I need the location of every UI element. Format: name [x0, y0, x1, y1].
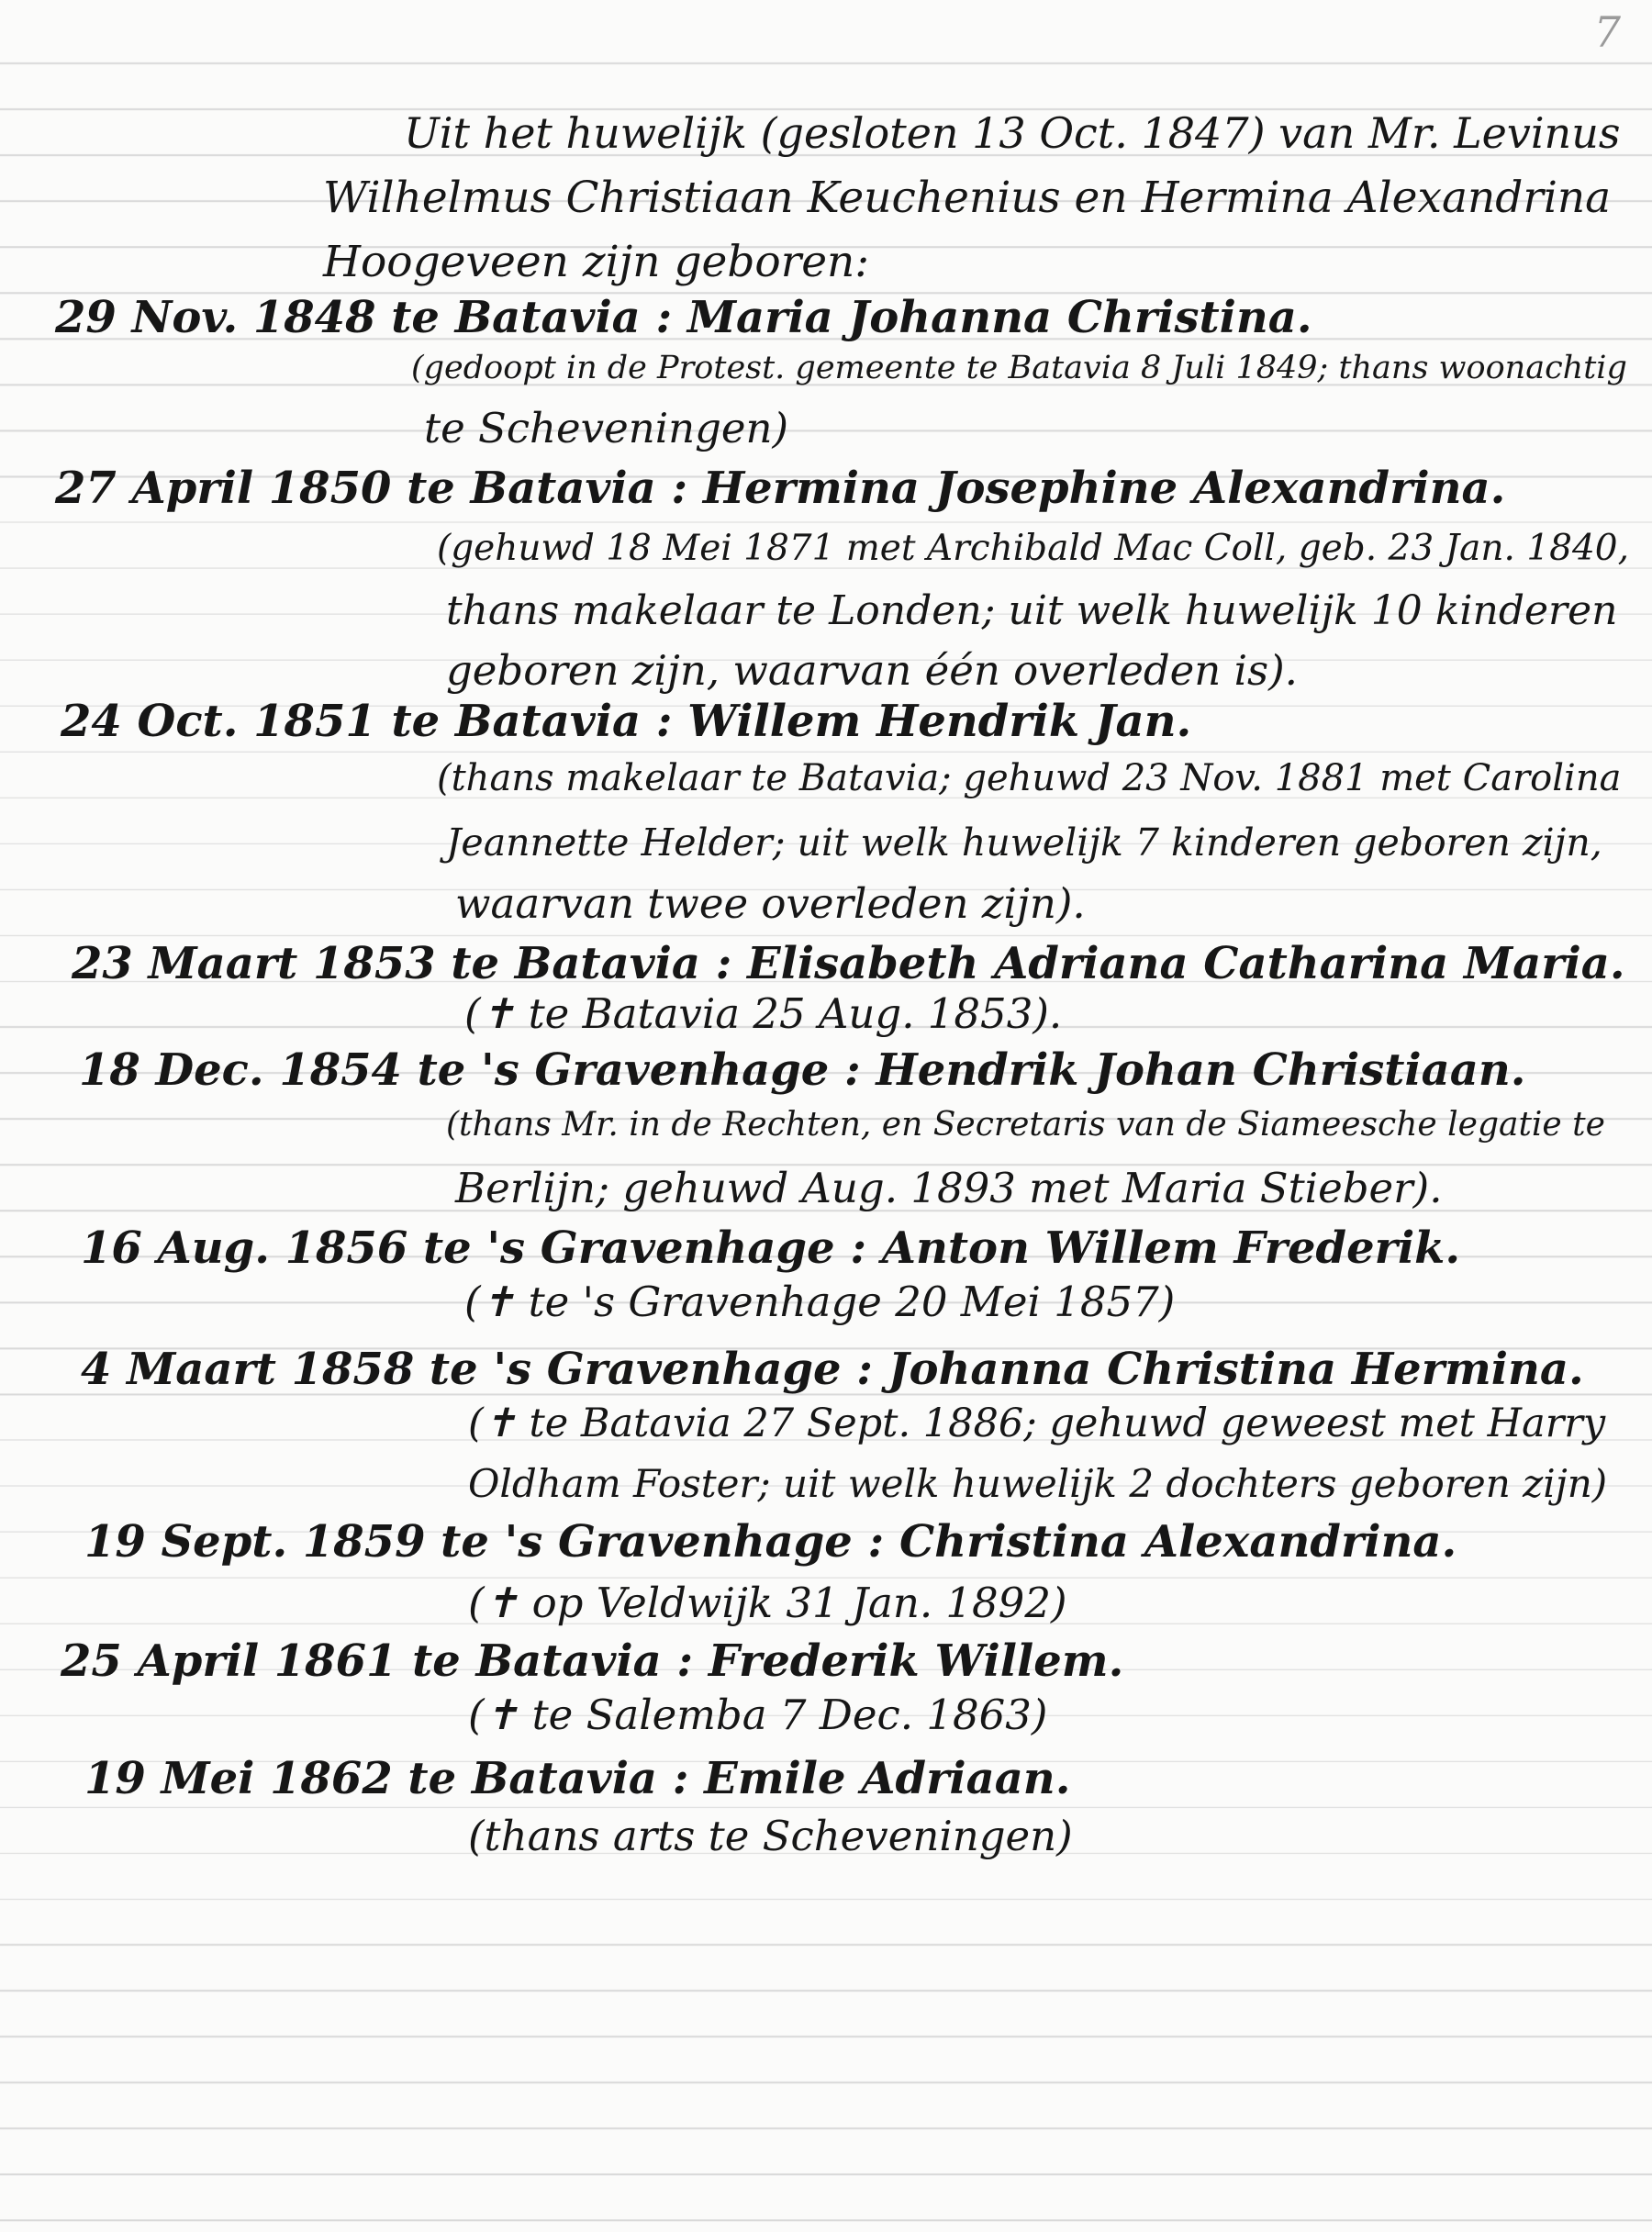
birth-entry: 18 Dec. 1854 te 's Gravenhage : Hendrik Johan Christiaan.	[79, 1044, 1526, 1096]
birth-entry: 29 Nov. 1848 te Batavia : Maria Johanna Christina.	[55, 292, 1312, 343]
entry-note: (thans Mr. in de Rechten, en Secretaris van de Siameesche legatie te	[446, 1106, 1605, 1144]
intro-line: Hoogeveen zijn geboren:	[323, 237, 870, 287]
entry-note: te Scheveningen)	[424, 404, 789, 452]
entry-note: thans makelaar te Londen; uit welk huwelijk 10 kinderen	[446, 587, 1618, 634]
birth-entry: 16 Aug. 1856 te 's Gravenhage : Anton Willem Frederik.	[81, 1222, 1461, 1274]
entry-note: (gehuwd 18 Mei 1871 met Archibald Mac Coll, geb. 23 Jan. 1840,	[437, 528, 1629, 569]
entry-note: (✝ te Batavia 25 Aug. 1853).	[464, 989, 1063, 1038]
birth-entry: 25 April 1861 te Batavia : Frederik Willem.	[61, 1635, 1124, 1687]
entry-note: (✝ te Salemba 7 Dec. 1863)	[468, 1691, 1048, 1739]
entry-note: geboren zijn, waarvan één overleden is).	[446, 646, 1298, 695]
birth-entry: 19 Mei 1862 te Batavia : Emile Adriaan.	[84, 1753, 1071, 1804]
entry-note: (gedoopt in de Protest. gemeente te Batavia 8 Juli 1849; thans woonachtig	[411, 350, 1627, 386]
entry-note: waarvan twee overleden zijn).	[455, 879, 1086, 928]
entry-note: Berlijn; gehuwd Aug. 1893 met Maria Stieber).	[455, 1164, 1443, 1212]
intro-line: Uit het huwelijk (gesloten 13 Oct. 1847) van Mr. Levinus	[404, 108, 1621, 158]
birth-entry: 19 Sept. 1859 te 's Gravenhage : Christina Alexandrina.	[84, 1516, 1457, 1568]
entry-note: (thans arts te Scheveningen)	[468, 1812, 1073, 1860]
birth-entry: 27 April 1850 te Batavia : Hermina Josephine Alexandrina.	[55, 463, 1506, 514]
entry-note: (thans makelaar te Batavia; gehuwd 23 Nov. 1881 met Carolina	[437, 757, 1622, 799]
entry-note: (✝ te 's Gravenhage 20 Mei 1857)	[464, 1278, 1176, 1326]
birth-entry: 4 Maart 1858 te 's Gravenhage : Johanna Christina Hermina.	[81, 1344, 1584, 1395]
entry-note: (✝ te Batavia 27 Sept. 1886; gehuwd geweest met Harry	[468, 1401, 1606, 1446]
birth-entry: 23 Maart 1853 te Batavia : Elisabeth Adriana Catharina Maria.	[72, 938, 1625, 989]
intro-line: Wilhelmus Christiaan Keuchenius en Hermina Alexandrina	[323, 173, 1612, 223]
birth-entry: 24 Oct. 1851 te Batavia : Willem Hendrik Jan.	[61, 696, 1192, 747]
page-number: 7	[1593, 7, 1621, 57]
entry-note: Jeannette Helder; uit welk huwelijk 7 kinderen geboren zijn,	[446, 820, 1602, 865]
entry-note: (✝ op Veldwijk 31 Jan. 1892)	[468, 1579, 1067, 1627]
entry-note: Oldham Foster; uit welk huwelijk 2 dochters geboren zijn)	[468, 1461, 1608, 1506]
